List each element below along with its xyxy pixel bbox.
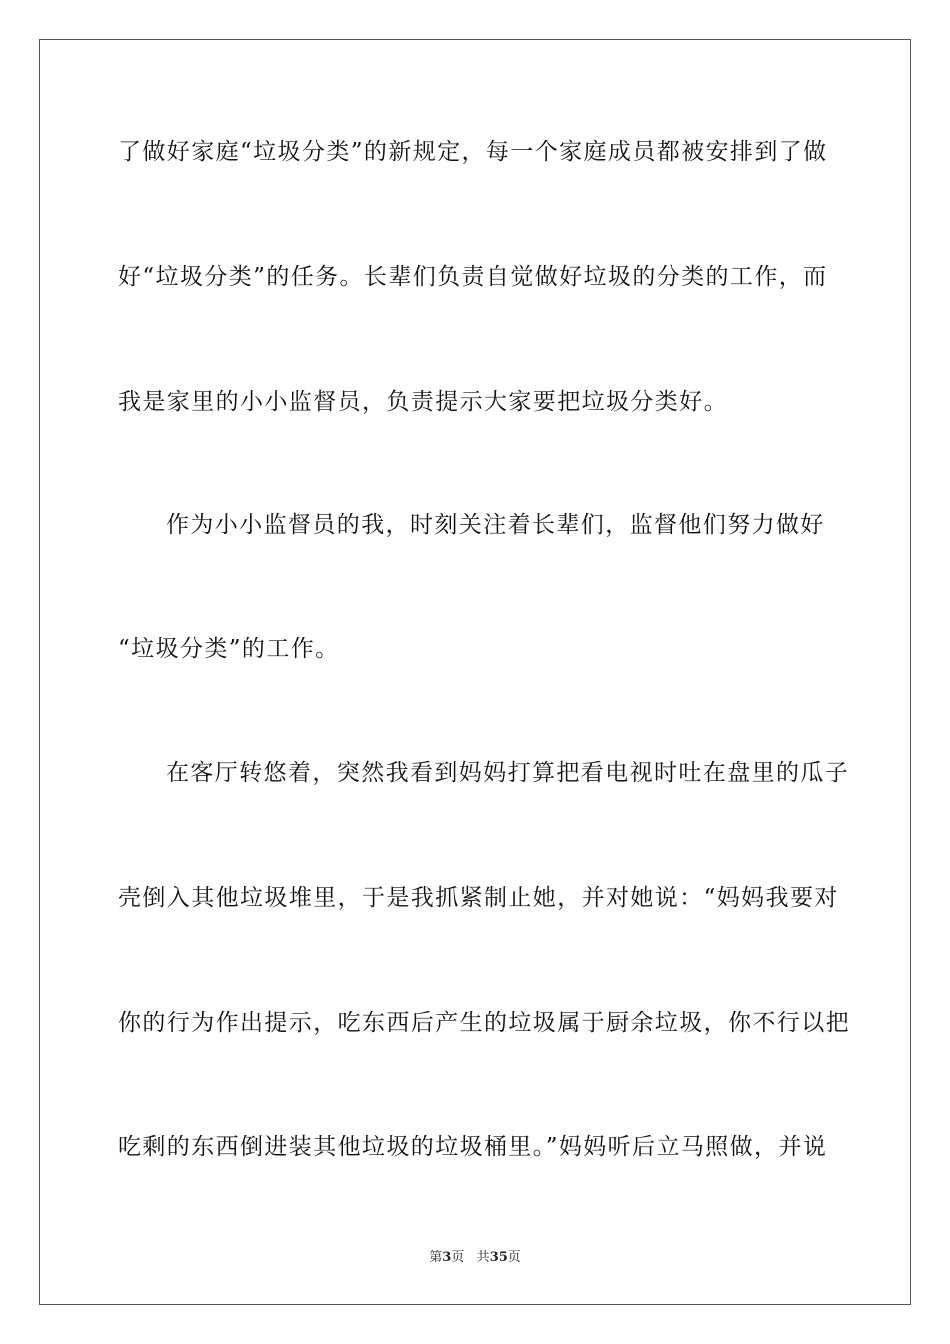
paragraph-line-9: 吃剩的东西倒进装其他垃圾的垃圾桶里。”妈妈听后立马照做，并说	[118, 1134, 828, 1160]
footer-total-suffix: 页	[507, 1250, 521, 1265]
page-footer	[0, 1250, 950, 1266]
footer-total-prefix: 共	[476, 1250, 490, 1265]
paragraph-line-2: 好“垃圾分类”的任务。长辈们负责自觉做好垃圾的分类的工作，而	[118, 264, 828, 290]
paragraph-line-1: 了做好家庭“垃圾分类”的新规定，每一个家庭成员都被安排到了做	[118, 139, 828, 165]
paragraph-line-5: “垃圾分类”的工作。	[118, 636, 340, 662]
footer-page-total: 35	[489, 1250, 508, 1265]
paragraph-line-4: 作为小小监督员的我，时刻关注着长辈们，监督他们努力做好	[166, 512, 825, 538]
paragraph-line-3: 我是家里的小小监督员，负责提示大家要把垃圾分类好。	[118, 389, 728, 415]
footer-page-current: 3	[442, 1250, 452, 1265]
paragraph-line-6: 在客厅转悠着，突然我看到妈妈打算把看电视时吐在盘里的瓜子	[166, 760, 850, 786]
paragraph-line-8: 你的行为作出提示，吃东西后产生的垃圾属于厨余垃圾，你不行以把	[118, 1010, 850, 1036]
footer-page-prefix: 第	[429, 1250, 443, 1265]
footer-page-suffix: 页	[451, 1250, 465, 1265]
page-border	[39, 39, 911, 1305]
paragraph-line-7: 壳倒入其他垃圾堆里，于是我抓紧制止她，并对她说：“妈妈我要对	[118, 885, 839, 911]
